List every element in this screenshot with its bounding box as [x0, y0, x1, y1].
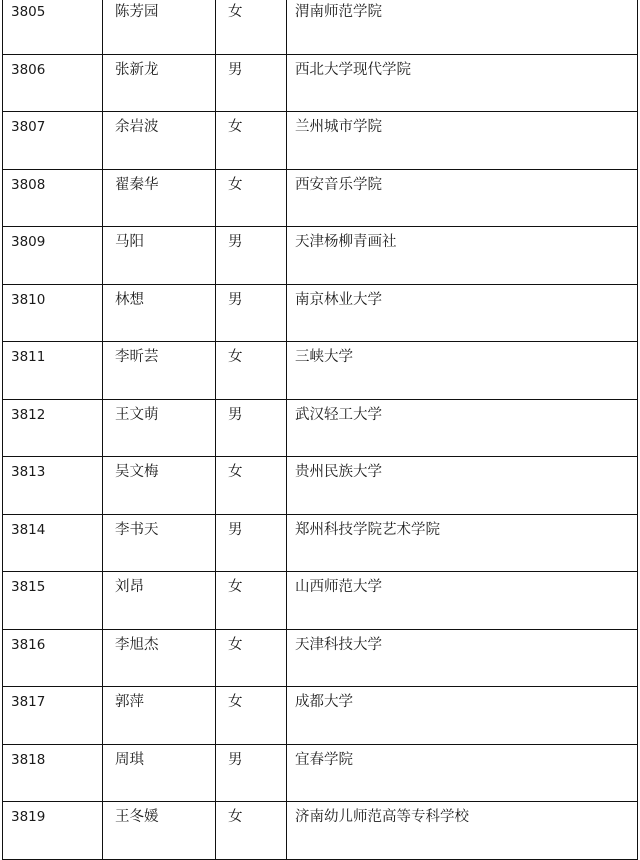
- school-cell: 成都大学: [287, 687, 638, 745]
- table-row: [3, 802, 638, 860]
- id-cell: 3805: [3, 0, 103, 54]
- table-row: [3, 112, 638, 170]
- name-cell: 吴文梅: [103, 457, 216, 515]
- name-cell: 郭萍: [103, 687, 216, 745]
- gender-cell: 女: [216, 629, 287, 687]
- name-cell: 王文萌: [103, 399, 216, 457]
- table-row: [3, 284, 638, 342]
- gender-cell: 男: [216, 284, 287, 342]
- school-cell: 济南幼儿师范高等专科学校: [287, 802, 638, 860]
- school-cell: 天津科技大学: [287, 629, 638, 687]
- gender-cell: 女: [216, 802, 287, 860]
- table-row: [3, 342, 638, 400]
- school-cell: 宜春学院: [287, 744, 638, 802]
- id-cell: 3817: [3, 687, 103, 745]
- table-row: [3, 399, 638, 457]
- name-cell: 李旭杰: [103, 629, 216, 687]
- name-cell: 林想: [103, 284, 216, 342]
- table-row: [3, 54, 638, 112]
- school-cell: 西北大学现代学院: [287, 54, 638, 112]
- name-cell: 翟秦华: [103, 169, 216, 227]
- id-cell: 3809: [3, 227, 103, 285]
- id-cell: 3814: [3, 514, 103, 572]
- id-cell: 3807: [3, 112, 103, 170]
- id-cell: 3819: [3, 802, 103, 860]
- roster-table: [2, 0, 638, 860]
- gender-cell: 男: [216, 399, 287, 457]
- gender-cell: 男: [216, 227, 287, 285]
- roster-body: [3, 0, 638, 859]
- table-row: [3, 514, 638, 572]
- gender-cell: 女: [216, 687, 287, 745]
- name-cell: 刘昂: [103, 572, 216, 630]
- gender-cell: 男: [216, 54, 287, 112]
- name-cell: 余岩波: [103, 112, 216, 170]
- id-cell: 3806: [3, 54, 103, 112]
- id-cell: 3816: [3, 629, 103, 687]
- id-cell: 3811: [3, 342, 103, 400]
- table-row: [3, 744, 638, 802]
- table-row: [3, 687, 638, 745]
- table-row: [3, 629, 638, 687]
- gender-cell: 女: [216, 457, 287, 515]
- school-cell: 贵州民族大学: [287, 457, 638, 515]
- school-cell: 天津杨柳青画社: [287, 227, 638, 285]
- id-cell: 3812: [3, 399, 103, 457]
- gender-cell: 女: [216, 112, 287, 170]
- school-cell: 渭南师范学院: [287, 0, 638, 54]
- id-cell: 3810: [3, 284, 103, 342]
- school-cell: 山西师范大学: [287, 572, 638, 630]
- id-cell: 3818: [3, 744, 103, 802]
- table-row: [3, 572, 638, 630]
- name-cell: 张新龙: [103, 54, 216, 112]
- gender-cell: 女: [216, 342, 287, 400]
- school-cell: 西安音乐学院: [287, 169, 638, 227]
- table-row: [3, 0, 638, 54]
- gender-cell: 男: [216, 514, 287, 572]
- gender-cell: 女: [216, 169, 287, 227]
- id-cell: 3808: [3, 169, 103, 227]
- table-row: [3, 457, 638, 515]
- name-cell: 李书天: [103, 514, 216, 572]
- name-cell: 马阳: [103, 227, 216, 285]
- gender-cell: 男: [216, 744, 287, 802]
- id-cell: 3813: [3, 457, 103, 515]
- school-cell: 郑州科技学院艺术学院: [287, 514, 638, 572]
- school-cell: 三峡大学: [287, 342, 638, 400]
- name-cell: 周琪: [103, 744, 216, 802]
- school-cell: 南京林业大学: [287, 284, 638, 342]
- gender-cell: 女: [216, 0, 287, 54]
- table-row: [3, 227, 638, 285]
- table-row: [3, 169, 638, 227]
- name-cell: 陈芳园: [103, 0, 216, 54]
- name-cell: 王冬媛: [103, 802, 216, 860]
- id-cell: 3815: [3, 572, 103, 630]
- gender-cell: 女: [216, 572, 287, 630]
- school-cell: 武汉轻工大学: [287, 399, 638, 457]
- name-cell: 李昕芸: [103, 342, 216, 400]
- school-cell: 兰州城市学院: [287, 112, 638, 170]
